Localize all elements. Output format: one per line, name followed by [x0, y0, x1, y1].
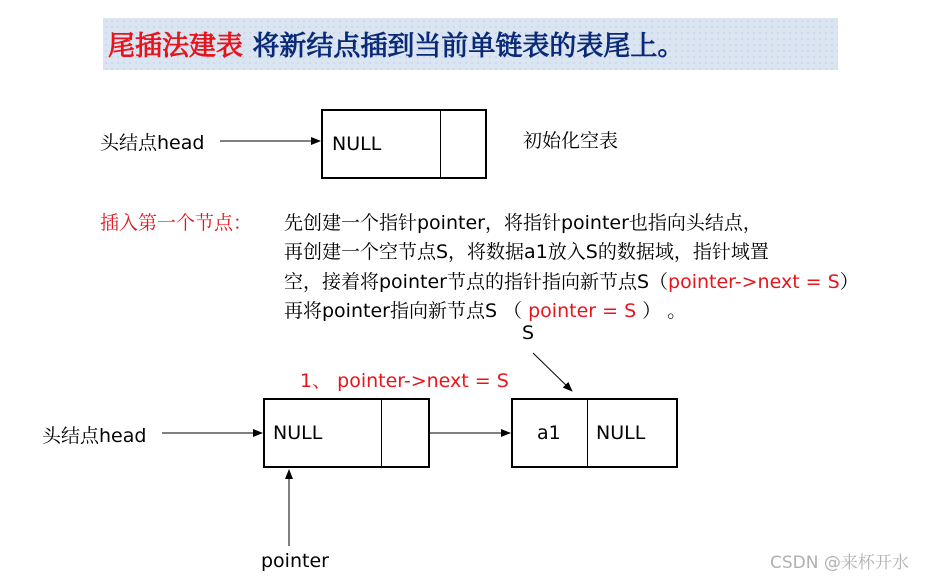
csdn-watermark: CSDN @来杯开水 — [770, 553, 909, 573]
desc-line-3-end: ） — [839, 271, 859, 293]
desc-line-2: 再创建一个空节点S，将数据a1放入S的数据域，指针域置 — [284, 241, 769, 263]
s-label-arrow — [533, 353, 572, 391]
top-head-label: 头结点head — [100, 132, 205, 154]
new-node-next: NULL — [596, 422, 646, 444]
bottom-head-label: 头结点head — [42, 425, 147, 447]
title-red-part: 尾插法建表 — [108, 31, 243, 62]
desc-line-4 — [284, 297, 686, 326]
node-divider — [587, 400, 588, 466]
desc-line-4-code: pointer = S — [528, 300, 637, 322]
desc-line-1: 先创建一个指针pointer，将指针pointer也指向头结点， — [284, 212, 762, 234]
desc-line-3-text: 空，接着将pointer节点的指针指向新节点S（ — [284, 271, 669, 293]
insert-lead: 插入第一个节点： — [100, 212, 253, 234]
new-node-data: a1 — [537, 422, 561, 444]
init-empty-label: 初始化空表 — [523, 130, 619, 152]
s-label: S — [522, 322, 535, 344]
desc-line-4-end: ） 。 — [636, 300, 687, 322]
node-divider — [381, 400, 382, 466]
desc-line-3-code: pointer->next = S — [668, 271, 840, 293]
bottom-head-node-data: NULL — [273, 422, 323, 444]
pointer-label: pointer — [261, 550, 329, 572]
title-blue-part: 将新结点插到当前单链表的表尾上。 — [243, 31, 685, 62]
desc-line-3 — [284, 268, 859, 297]
node-divider — [440, 111, 441, 177]
top-node-data: NULL — [332, 133, 382, 155]
desc-line-4-text: 再将pointer指向新节点S （ — [284, 300, 529, 322]
step-label: 1、 pointer->next = S — [300, 370, 509, 392]
